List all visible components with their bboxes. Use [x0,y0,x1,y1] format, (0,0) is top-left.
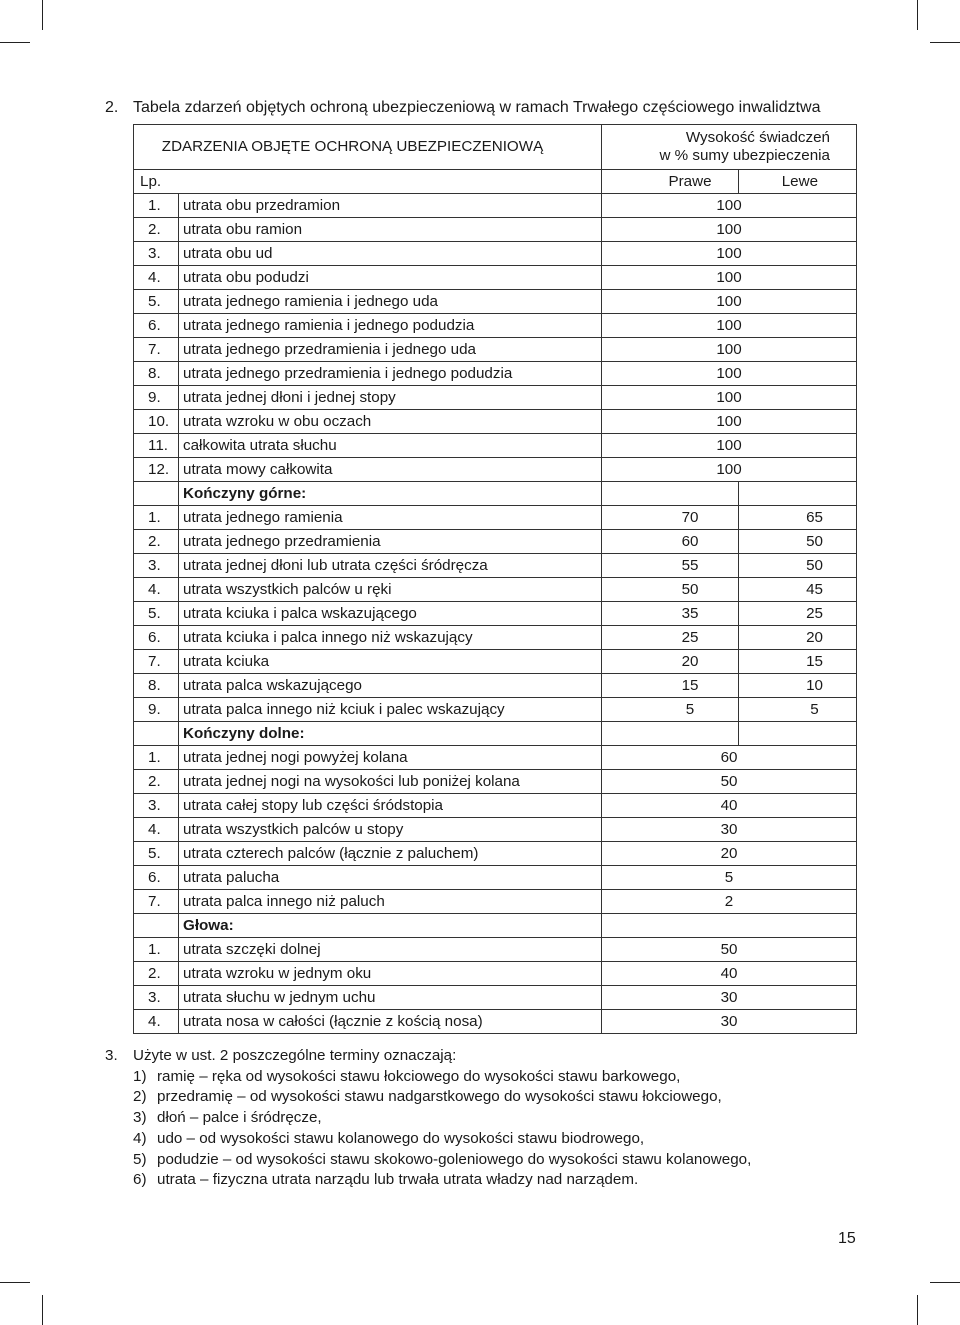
events-table [133,124,857,1034]
row-number: 9. [134,698,179,722]
row-description: utrata nosa w całości (łącznie z kością nosa) [179,1010,602,1034]
table-row [134,218,857,242]
row-description: utrata jednego przedramienia i jednego podudzia [179,362,602,386]
category-row [134,482,857,506]
section-number: 3. [105,1047,118,1064]
row-description: utrata jednego ramienia i jednego podudzia [179,314,602,338]
table-row [134,842,857,866]
row-value: 100 [602,338,857,362]
row-number-empty [134,914,179,938]
table-row [134,986,857,1010]
row-value: 100 [602,218,857,242]
definition-item [133,1067,751,1088]
col-right: Prawe [602,170,739,194]
row-value-right: 60 [602,530,739,554]
row-number: 1. [134,194,179,218]
row-value-left: 25 [739,602,857,626]
table-row [134,794,857,818]
table-row [134,602,857,626]
row-description: utrata słuchu w jednym uchu [179,986,602,1010]
definition-text: podudzie – od wysokości stawu skokowo-goleniowego do wysokości stawu kolanowego, [157,1150,752,1168]
row-number: 5. [134,602,179,626]
row-description: utrata obu podudzi [179,266,602,290]
row-description: utrata wzroku w obu oczach [179,410,602,434]
row-description: utrata kciuka i palca innego niż wskazujący [179,626,602,650]
row-value: 60 [602,746,857,770]
row-description: utrata jednej nogi powyżej kolana [179,746,602,770]
row-description: utrata wszystkich palców u ręki [179,578,602,602]
row-description: utrata jednej dłoni i jednej stopy [179,386,602,410]
row-value: 100 [602,266,857,290]
table-row [134,194,857,218]
row-number: 7. [134,338,179,362]
section-intro-text: Użyte w ust. 2 poszczególne terminy oznaczają: [133,1047,457,1064]
definition-text: dłoń – palce i śródręcze, [157,1109,322,1127]
row-number: 11. [134,434,179,458]
row-value-right: 70 [602,506,739,530]
row-number: 4. [134,578,179,602]
row-value: 100 [602,194,857,218]
category-row [134,914,857,938]
row-value: 100 [602,434,857,458]
row-value: 100 [602,458,857,482]
row-value: 30 [602,1010,857,1034]
row-value: 100 [602,242,857,266]
row-value: 50 [602,770,857,794]
table-row [134,866,857,890]
row-description: utrata jednego przedramienia [179,530,602,554]
row-value: 100 [602,410,857,434]
row-description: utrata całej stopy lub części śródstopia [179,794,602,818]
crop-mark [917,0,918,30]
row-value-left: 50 [739,554,857,578]
definition-item [133,1170,751,1191]
crop-mark [0,1282,30,1283]
header-amount-line1: Wysokość świadczeń [685,129,831,146]
row-number: 1. [134,746,179,770]
row-value-left: 45 [739,578,857,602]
row-number: 3. [134,554,179,578]
row-value-left: 5 [739,698,857,722]
row-number: 3. [134,794,179,818]
empty-cell [602,482,739,506]
row-description: utrata czterech palców (łącznie z paluchem) [179,842,602,866]
definition-text: utrata – fizyczna utrata narządu lub trwała utrata władzy nad narządem. [157,1171,639,1189]
definition-number: 2) [133,1088,147,1106]
row-description: utrata obu przedramion [179,194,602,218]
table-row [134,314,857,338]
col-left: Lewe [739,170,857,194]
definition-number: 6) [133,1171,147,1189]
row-value-right: 25 [602,626,739,650]
table-row [134,362,857,386]
row-number: 2. [134,218,179,242]
row-value-right: 55 [602,554,739,578]
row-value-left: 10 [739,674,857,698]
row-description: utrata palucha [179,866,602,890]
header-amount [602,125,857,170]
category-lower-limbs: Kończyny dolne: [179,722,602,746]
table-header-row [134,125,857,170]
table-row [134,506,857,530]
table-row [134,698,857,722]
row-value: 100 [602,290,857,314]
row-number: 3. [134,986,179,1010]
row-number: 4. [134,266,179,290]
table-row [134,626,857,650]
row-value: 20 [602,842,857,866]
definition-item [133,1108,751,1129]
table-row [134,266,857,290]
row-number: 6. [134,866,179,890]
definition-item [133,1087,751,1108]
empty-cell [602,722,739,746]
table-row [134,770,857,794]
row-description: utrata kciuka i palca wskazującego [179,602,602,626]
row-description: utrata obu ramion [179,218,602,242]
row-description: utrata palca innego niż paluch [179,890,602,914]
table-row [134,458,857,482]
table-subheader-row [134,170,857,194]
section-3 [105,1046,751,1191]
row-description: utrata szczęki dolnej [179,938,602,962]
table-row [134,1010,857,1034]
table-row [134,650,857,674]
definition-number: 4) [133,1129,147,1147]
row-number: 1. [134,938,179,962]
row-number: 1. [134,506,179,530]
table-row [134,578,857,602]
category-upper-limbs: Kończyny górne: [179,482,602,506]
row-number: 9. [134,386,179,410]
row-number: 5. [134,842,179,866]
row-description: utrata jednej nogi na wysokości lub poniżej kolana [179,770,602,794]
definition-item [133,1150,751,1171]
section-2-heading [105,99,820,117]
table-row [134,410,857,434]
section-number: 2. [105,99,119,116]
row-value: 30 [602,986,857,1010]
row-value-left: 65 [739,506,857,530]
row-description: utrata palca innego niż kciuk i palec wskazujący [179,698,602,722]
row-description: utrata jednego ramienia i jednego uda [179,290,602,314]
row-number: 2. [134,962,179,986]
crop-mark [930,1282,960,1283]
row-number: 2. [134,770,179,794]
table-row [134,674,857,698]
table-row [134,290,857,314]
row-description: utrata wszystkich palców u stopy [179,818,602,842]
row-description: utrata jednego ramienia [179,506,602,530]
header-amount-line2: w % sumy ubezpieczenia [659,147,831,164]
row-description: utrata obu ud [179,242,602,266]
row-value: 40 [602,794,857,818]
crop-mark [42,0,43,30]
table-row [134,554,857,578]
table-row [134,962,857,986]
row-value-left: 50 [739,530,857,554]
row-value: 100 [602,362,857,386]
definitions-list [105,1067,751,1191]
row-number: 7. [134,650,179,674]
table-row [134,818,857,842]
row-number: 10. [134,410,179,434]
row-value: 100 [602,314,857,338]
table-row [134,338,857,362]
row-number: 2. [134,530,179,554]
category-row [134,722,857,746]
row-description: utrata palca wskazującego [179,674,602,698]
row-number: 5. [134,290,179,314]
row-description: całkowita utrata słuchu [179,434,602,458]
row-value-left: 15 [739,650,857,674]
table-row [134,434,857,458]
table-row [134,890,857,914]
crop-mark [917,1295,918,1325]
row-value-left: 20 [739,626,857,650]
row-value: 100 [602,386,857,410]
header-title: ZDARZENIA OBJĘTE OCHRONĄ UBEZPIECZENIOWĄ [134,125,602,170]
row-description: utrata kciuka [179,650,602,674]
row-value-right: 50 [602,578,739,602]
definition-number: 1) [133,1067,147,1085]
empty-cell [739,722,857,746]
definition-text: udo – od wysokości stawu kolanowego do wysokości stawu biodrowego, [157,1129,645,1147]
row-value-right: 35 [602,602,739,626]
row-number: 4. [134,1010,179,1034]
crop-mark [0,42,30,43]
row-description: utrata wzroku w jednym oku [179,962,602,986]
section-title: Tabela zdarzeń objętych ochroną ubezpieczeniową w ramach Trwałego częściowego inwalidztwa [133,99,821,116]
category-head: Głowa: [179,914,602,938]
definition-text: ramię – ręka od wysokości stawu łokciowego do wysokości stawu barkowego, [157,1067,681,1085]
table-row [134,938,857,962]
page-number: 15 [838,1230,856,1247]
row-number: 3. [134,242,179,266]
table-row [134,530,857,554]
row-number-empty [134,722,179,746]
crop-mark [42,1295,43,1325]
row-value: 40 [602,962,857,986]
row-number: 8. [134,362,179,386]
row-value-right: 15 [602,674,739,698]
row-description: utrata jednego przedramienia i jednego uda [179,338,602,362]
col-lp: Lp. [134,170,602,194]
table-row [134,242,857,266]
table-row [134,746,857,770]
section-3-intro [105,1046,751,1067]
definition-number: 5) [133,1150,147,1168]
row-number: 12. [134,458,179,482]
row-number: 6. [134,314,179,338]
row-description: utrata jednej dłoni lub utrata części śródręcza [179,554,602,578]
row-value: 50 [602,938,857,962]
row-number: 7. [134,890,179,914]
row-number-empty [134,482,179,506]
row-value: 5 [602,866,857,890]
row-value-right: 20 [602,650,739,674]
row-number: 6. [134,626,179,650]
empty-cell [739,482,857,506]
definition-number: 3) [133,1109,147,1127]
events-table-body [134,125,857,1034]
row-number: 8. [134,674,179,698]
row-number: 4. [134,818,179,842]
definition-item [133,1129,751,1150]
row-value-right: 5 [602,698,739,722]
row-description: utrata mowy całkowita [179,458,602,482]
crop-mark [930,42,960,43]
row-value: 2 [602,890,857,914]
table-row [134,386,857,410]
definition-text: przedramię – od wysokości stawu nadgarstkowego do wysokości stawu łokciowego, [157,1088,722,1106]
empty-cell [602,914,857,938]
row-value: 30 [602,818,857,842]
